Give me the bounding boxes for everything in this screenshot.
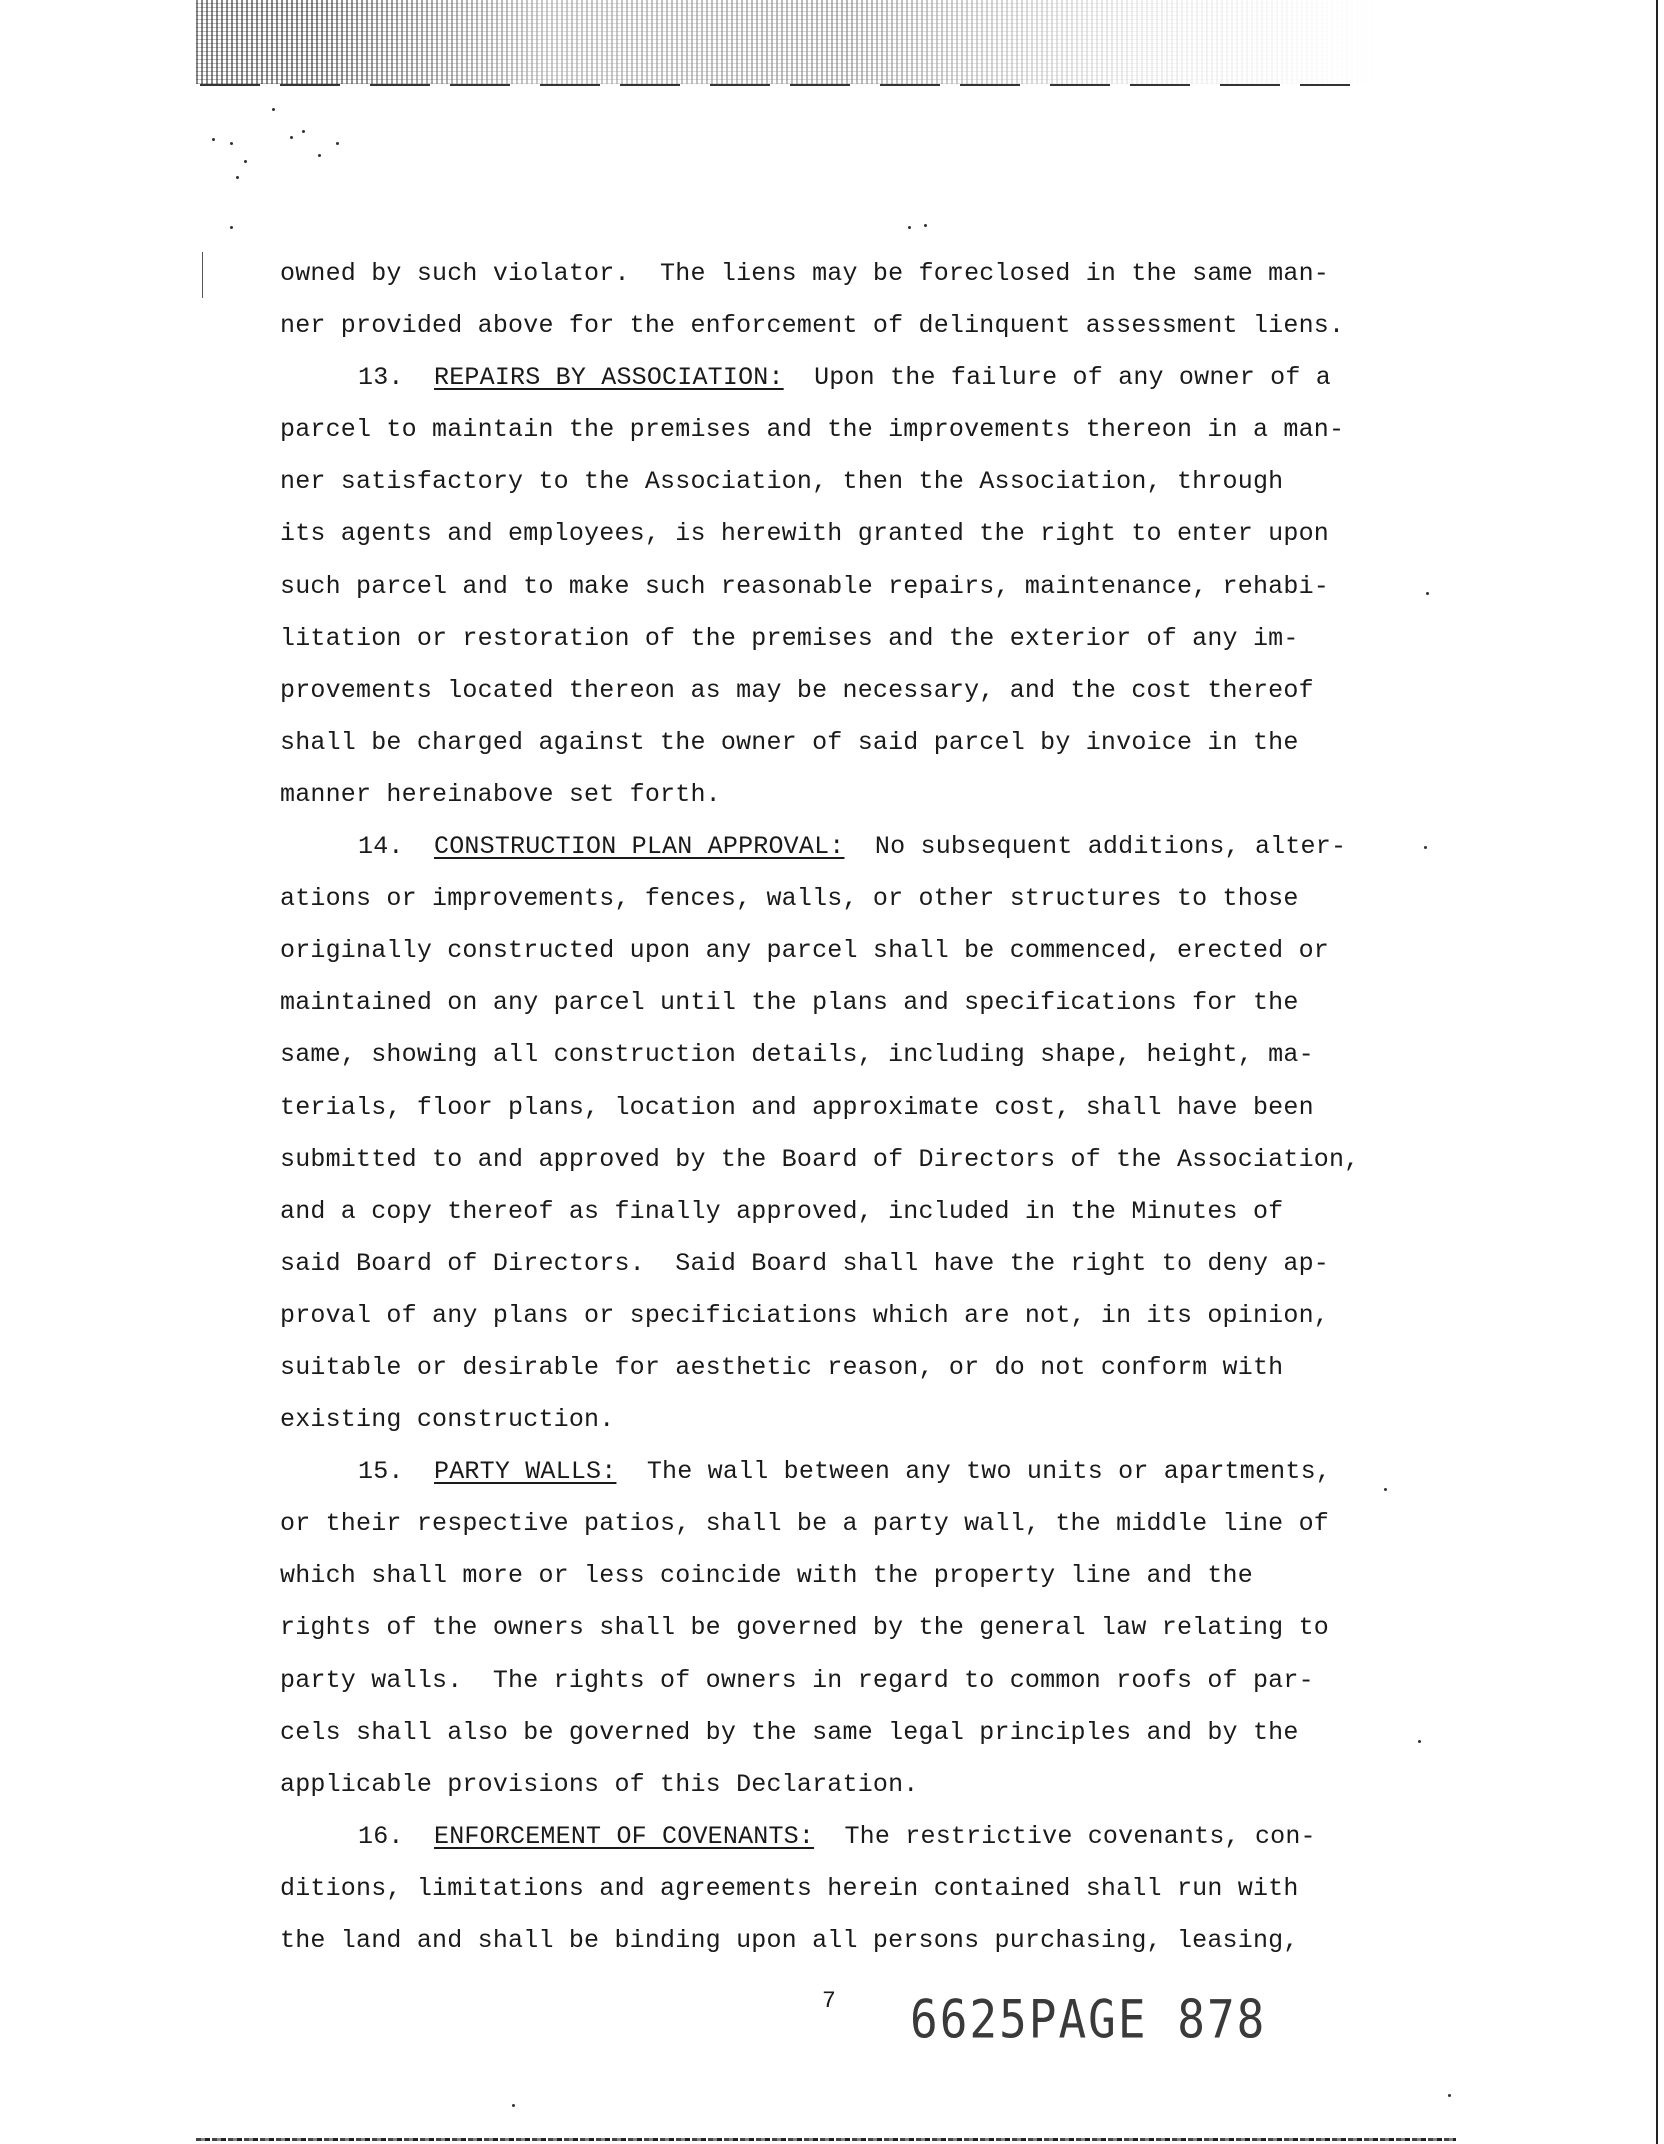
text-line: its agents and employees, is herewith granted the right to enter upon xyxy=(280,519,1329,549)
section-first-line xyxy=(280,1811,1420,1863)
page-number: 7 xyxy=(822,1988,836,2014)
text-line: parcel to maintain the premises and the improvements thereon in a man- xyxy=(280,415,1345,445)
text-line: and a copy thereof as finally approved, included in the Minutes of xyxy=(280,1196,1284,1226)
text-line: ner provided above for the enforcement of delinquent assessment liens. xyxy=(280,311,1345,341)
book-page-stamp: 6625PAGE 878 xyxy=(910,1988,1267,2051)
scan-speck xyxy=(212,138,215,141)
section-heading: PARTY WALLS: xyxy=(434,1457,617,1487)
section-number: 16. xyxy=(358,1821,404,1851)
text-line: maintained on any parcel until the plans and specifications for the xyxy=(280,988,1299,1018)
scan-speck xyxy=(244,160,247,163)
text-line: said Board of Directors. Said Board shall have the right to deny ap- xyxy=(280,1248,1329,1278)
text-line: existing construction. xyxy=(280,1405,615,1435)
section-heading: REPAIRS BY ASSOCIATION: xyxy=(434,363,784,393)
section-first-line xyxy=(280,1446,1420,1498)
scan-speck xyxy=(336,142,339,145)
section-number: 14. xyxy=(358,832,404,862)
text-line: owned by such violator. The liens may be foreclosed in the same man- xyxy=(280,259,1329,288)
text-line: suitable or desirable for aesthetic reason, or do not conform with xyxy=(280,1352,1284,1382)
scan-speck xyxy=(1424,846,1427,849)
document-body xyxy=(280,248,1420,1967)
scan-speck xyxy=(290,136,293,139)
text-line: submitted to and approved by the Board of Directors of the Association, xyxy=(280,1144,1360,1174)
section-first-line xyxy=(280,821,1420,873)
text-line: the land and shall be binding upon all persons purchasing, leasing, xyxy=(280,1926,1299,1955)
text-line: originally constructed upon any parcel shall be commenced, erected or xyxy=(280,936,1329,966)
text-line: rights of the owners shall be governed by the general law relating to xyxy=(280,1613,1329,1643)
scan-speck xyxy=(924,224,927,227)
text-line: same, showing all construction details, including shape, height, ma- xyxy=(280,1040,1314,1070)
text-line: ner satisfactory to the Association, then the Association, through xyxy=(280,467,1284,497)
text-line: party walls. The rights of owners in regard to common roofs of par- xyxy=(280,1665,1314,1695)
scan-speck xyxy=(1426,592,1429,595)
section-first-line xyxy=(280,352,1420,404)
page-right-edge xyxy=(1656,0,1658,2144)
scan-speck xyxy=(230,226,233,229)
margin-mark xyxy=(202,252,203,298)
text-line: manner hereinabove set forth. xyxy=(280,779,721,809)
scan-speck xyxy=(272,108,275,111)
text-line: proval of any plans or specificiations which are not, in its opinion, xyxy=(280,1300,1329,1330)
text-line: shall be charged against the owner of said parcel by invoice in the xyxy=(280,727,1299,757)
text-line: or their respective patios, shall be a party wall, the middle line of xyxy=(280,1509,1329,1539)
scan-noise-top xyxy=(196,0,1376,84)
section-text: The restrictive covenants, con- xyxy=(814,1821,1316,1851)
scan-edge-line-bottom xyxy=(196,2138,1456,2141)
text-line: provements located thereon as may be necessary, and the cost thereof xyxy=(280,675,1314,705)
text-line: which shall more or less coincide with the property line and the xyxy=(280,1561,1253,1591)
section-number: 15. xyxy=(358,1457,404,1487)
scan-speck xyxy=(230,142,233,145)
section-text: No subsequent additions, alter- xyxy=(844,832,1347,862)
scan-speck xyxy=(318,154,321,157)
section-number: 13. xyxy=(358,363,404,393)
scan-speck xyxy=(1448,2094,1451,2097)
scan-speck xyxy=(236,176,239,179)
text-line: such parcel and to make such reasonable repairs, maintenance, rehabi- xyxy=(280,571,1329,601)
text-line: cels shall also be governed by the same legal principles and by the xyxy=(280,1717,1299,1747)
text-line: terials, floor plans, location and approximate cost, shall have been xyxy=(280,1092,1314,1122)
scan-speck xyxy=(302,130,305,133)
section-text: The wall between any two units or apartments, xyxy=(616,1457,1331,1487)
scan-speck xyxy=(908,226,911,229)
scan-speck xyxy=(512,2104,515,2107)
text-line: litation or restoration of the premises and the exterior of any im- xyxy=(280,623,1299,653)
section-text: Upon the failure of any owner of a xyxy=(783,363,1331,393)
text-line: ations or improvements, fences, walls, or other structures to those xyxy=(280,884,1299,914)
text-line: ditions, limitations and agreements herein contained shall run with xyxy=(280,1873,1299,1903)
scan-edge-line-top xyxy=(200,84,1350,86)
section-heading: ENFORCEMENT OF COVENANTS: xyxy=(434,1821,815,1851)
text-line: applicable provisions of this Declaration. xyxy=(280,1769,919,1799)
section-heading: CONSTRUCTION PLAN APPROVAL: xyxy=(434,832,845,862)
